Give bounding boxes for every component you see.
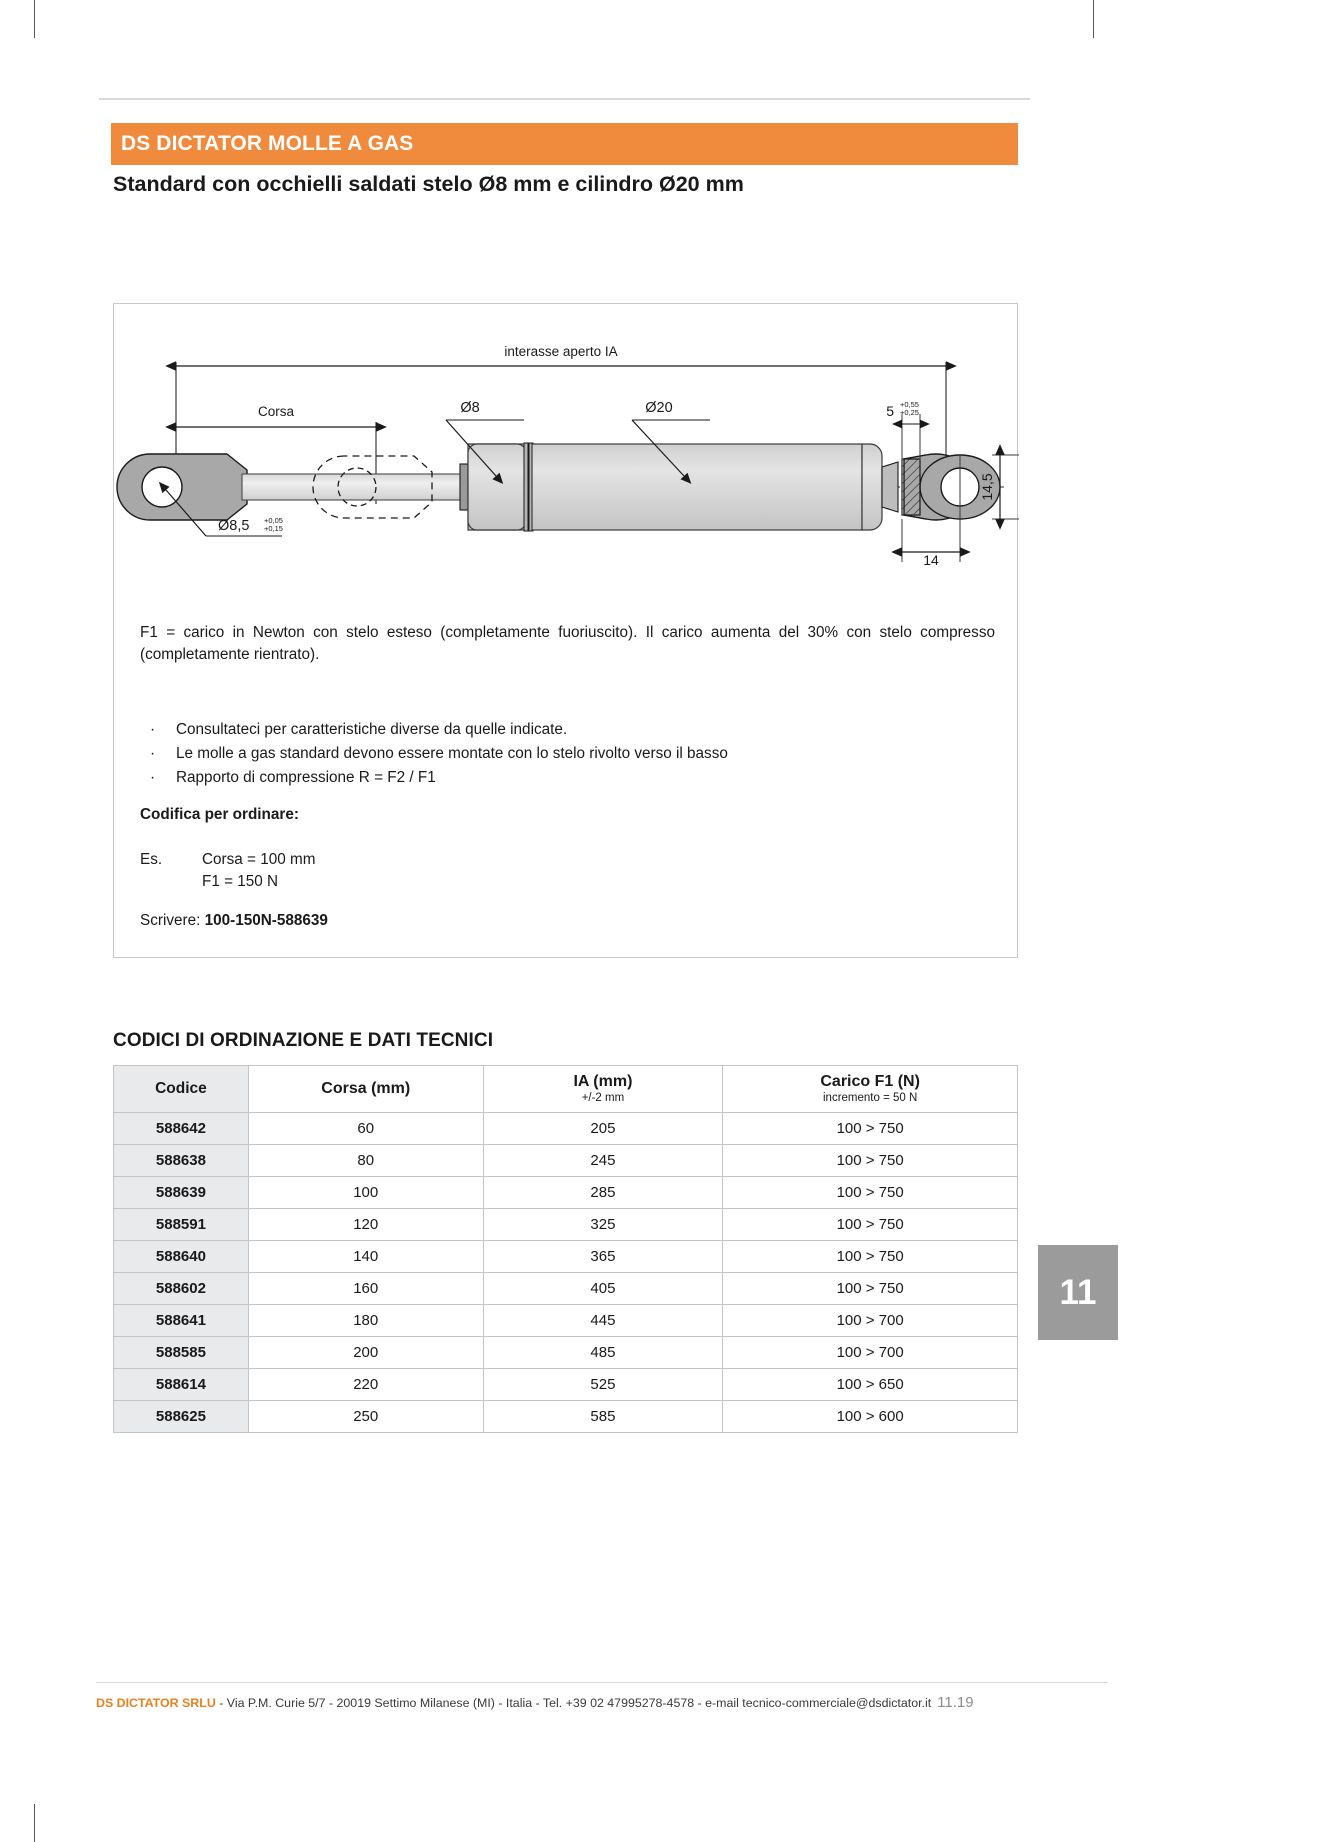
- table-row: [114, 1369, 1018, 1401]
- cell-f1: 100 > 750: [723, 1177, 1018, 1209]
- table-row: [114, 1145, 1018, 1177]
- cell-ia: 285: [483, 1177, 723, 1209]
- table-row: [114, 1337, 1018, 1369]
- table-row: [114, 1209, 1018, 1241]
- table-row: [114, 1401, 1018, 1433]
- table-row: [114, 1273, 1018, 1305]
- cell-codice: 588614: [114, 1369, 249, 1401]
- svg-text:5: 5: [886, 403, 894, 419]
- cell-ia: 585: [483, 1401, 723, 1433]
- f1-description-paragraph: F1 = carico in Newton con stelo esteso (completamente fuoriuscito). Il carico aumenta del 30% con stelo compresso (completamente rientrato).: [140, 624, 995, 663]
- svg-text:14: 14: [923, 552, 939, 568]
- cell-corsa: 120: [248, 1209, 483, 1241]
- cell-f1: 100 > 700: [723, 1305, 1018, 1337]
- svg-text:+0,55: +0,55: [900, 400, 919, 409]
- cell-f1: 100 > 750: [723, 1209, 1018, 1241]
- top-divider: [99, 98, 1030, 100]
- cell-codice: 588638: [114, 1145, 249, 1177]
- cell-ia: 405: [483, 1273, 723, 1305]
- list-item: [140, 718, 940, 742]
- cell-ia: 205: [483, 1113, 723, 1145]
- table-row: [114, 1241, 1018, 1273]
- list-item-label: Le molle a gas standard devono essere montate con lo stelo rivolto verso il basso: [176, 745, 728, 762]
- cell-codice: 588591: [114, 1209, 249, 1241]
- cell-f1: 100 > 600: [723, 1401, 1018, 1433]
- svg-text:Ø8: Ø8: [460, 400, 480, 416]
- example-line-1: Corsa = 100 mm: [202, 851, 316, 868]
- table-row: [114, 1113, 1018, 1145]
- svg-text:+0,15: +0,15: [264, 524, 283, 533]
- cell-codice: 588639: [114, 1177, 249, 1209]
- cell-corsa: 180: [248, 1305, 483, 1337]
- column-header-f1-sub: incremento = 50 N: [823, 1092, 918, 1104]
- column-header-corsa-label: Corsa (mm): [321, 1079, 411, 1097]
- cell-ia: 445: [483, 1305, 723, 1337]
- cell-ia: 325: [483, 1209, 723, 1241]
- column-header-codice-label: Codice: [155, 1079, 207, 1097]
- technical-drawing-panel: [113, 303, 1018, 958]
- cell-codice: 588625: [114, 1401, 249, 1433]
- cell-corsa: 100: [248, 1177, 483, 1209]
- list-item: [140, 742, 940, 766]
- footer-divider: [96, 1682, 1108, 1683]
- cell-corsa: 160: [248, 1273, 483, 1305]
- cell-f1: 100 > 650: [723, 1369, 1018, 1401]
- bullet-marker: ·: [150, 721, 156, 738]
- ordering-code-heading: Codifica per ordinare:: [140, 806, 299, 823]
- cell-codice: 588640: [114, 1241, 249, 1273]
- page-subtitle: Standard con occhielli saldati stelo Ø8 mm e cilindro Ø20 mm: [113, 172, 744, 196]
- bullet-marker: ·: [150, 745, 156, 762]
- cell-codice: 588602: [114, 1273, 249, 1305]
- cell-ia: 245: [483, 1145, 723, 1177]
- cell-corsa: 220: [248, 1369, 483, 1401]
- brand-header-band: [111, 123, 1018, 165]
- cell-corsa: 200: [248, 1337, 483, 1369]
- cell-ia: 365: [483, 1241, 723, 1273]
- svg-text:14,5: 14,5: [979, 473, 995, 501]
- footer-address: - Via P.M. Curie 5/7 - 20019 Settimo Milanese (MI) - Italia - Tel. +39 02 47995278-4578 - e-mail tecnico-commerciale@dsdictator.it: [215, 1696, 932, 1710]
- cell-corsa: 60: [248, 1113, 483, 1145]
- table-header-row: [114, 1066, 1018, 1113]
- table-row: [114, 1305, 1018, 1337]
- footer-company: DS DICTATOR SRLU: [96, 1696, 216, 1710]
- cell-ia: 485: [483, 1337, 723, 1369]
- column-header-f1-label: Carico F1 (N): [820, 1073, 920, 1090]
- column-header-corsa: [248, 1066, 483, 1113]
- column-header-ia-label: IA (mm): [573, 1073, 633, 1090]
- cell-f1: 100 > 700: [723, 1337, 1018, 1369]
- ordering-example: [140, 849, 316, 893]
- cell-codice: 588641: [114, 1305, 249, 1337]
- gas-spring-drawing: [114, 304, 1019, 644]
- footer: [96, 1694, 1111, 1711]
- table-row: [114, 1177, 1018, 1209]
- cell-f1: 100 > 750: [723, 1145, 1018, 1177]
- cell-corsa: 80: [248, 1145, 483, 1177]
- cell-f1: 100 > 750: [723, 1273, 1018, 1305]
- cell-f1: 100 > 750: [723, 1241, 1018, 1273]
- cell-ia: 525: [483, 1369, 723, 1401]
- column-header-codice: [114, 1066, 249, 1113]
- scrivere-code: 100-150N-588639: [204, 912, 328, 929]
- cell-codice: 588642: [114, 1113, 249, 1145]
- svg-text:Ø8,5: Ø8,5: [218, 518, 250, 534]
- bullet-marker: ·: [150, 769, 156, 786]
- column-header-ia-sub: +/-2 mm: [581, 1092, 625, 1104]
- cell-corsa: 140: [248, 1241, 483, 1273]
- technical-data-table: [113, 1065, 1018, 1433]
- cell-codice: 588585: [114, 1337, 249, 1369]
- column-header-ia: [483, 1066, 723, 1113]
- svg-text:+0,05: +0,05: [264, 516, 283, 525]
- page-title: DS DICTATOR MOLLE A GAS: [121, 132, 414, 155]
- example-line-2: F1 = 150 N: [202, 873, 279, 890]
- example-label: Es.: [140, 851, 163, 868]
- list-item-label: Rapporto di compressione R = F2 / F1: [176, 769, 436, 786]
- page-number-tab: 11: [1038, 1245, 1118, 1340]
- table-heading: CODICI DI ORDINAZIONE E DATI TECNICI: [113, 1030, 494, 1051]
- svg-text:Corsa: Corsa: [257, 404, 295, 419]
- cell-corsa: 250: [248, 1401, 483, 1433]
- cell-f1: 100 > 750: [723, 1113, 1018, 1145]
- svg-text:Ø20: Ø20: [645, 400, 673, 416]
- column-header-f1: [723, 1066, 1018, 1113]
- scrivere-label: Scrivere:: [140, 912, 201, 929]
- ordering-code-result: [140, 912, 328, 930]
- svg-text:interasse aperto IA: interasse aperto IA: [504, 344, 618, 359]
- list-item: [140, 766, 940, 790]
- footer-page-ref: 11.19: [937, 1694, 974, 1711]
- bullet-list: [140, 718, 940, 790]
- list-item-label: Consultateci per caratteristiche diverse da quelle indicate.: [176, 721, 568, 738]
- svg-text:+0,25: +0,25: [900, 408, 919, 417]
